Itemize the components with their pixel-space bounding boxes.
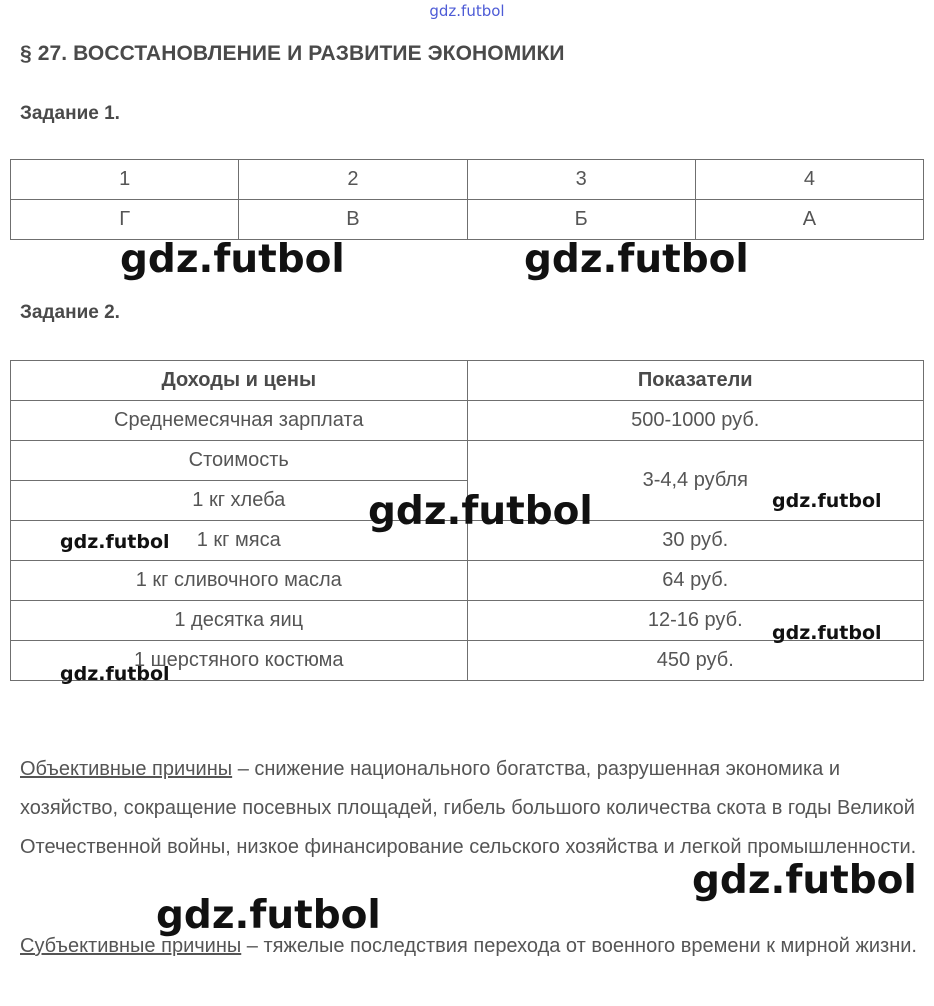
row-label: Стоимость: [11, 441, 468, 481]
row-label: 1 десятка яиц: [11, 601, 468, 641]
watermark-text: gdz.futbol: [772, 622, 882, 644]
table-row: [11, 401, 924, 441]
task1-letter-cell: А: [695, 200, 923, 240]
header-indicators: Показатели: [467, 361, 924, 401]
row-label: 1 кг хлеба: [11, 481, 468, 521]
task2-label: Задание 2.: [20, 302, 120, 323]
watermark-text: gdz.futbol: [772, 490, 882, 512]
task1-letter-cell: В: [239, 200, 467, 240]
subjective-text: – тяжелые последствия перехода от военного времени к мирной жизни.: [241, 935, 917, 957]
table-row: [11, 361, 924, 401]
row-label: Среднемесячная зарплата: [11, 401, 468, 441]
row-label: 1 шерстяного костюма: [11, 641, 468, 681]
top-watermark: gdz.futbol: [429, 2, 505, 20]
table-row: [11, 441, 924, 481]
task1-label: Задание 1.: [20, 103, 120, 124]
watermark-text: gdz.futbol: [120, 237, 345, 282]
subjective-paragraph: [20, 927, 920, 966]
row-value: 450 руб.: [467, 641, 924, 681]
objective-text: – снижение национального богатства, разрушенная экономика и хозяйство, сокращение посевных площадей, гибель большого количества скота в годы Великой Отечественной войны, низкое финансирование сельского хозяйства и легкой промышленности.: [20, 758, 917, 858]
task1-table: [10, 159, 924, 240]
table-row: [11, 561, 924, 601]
task1-number-cell: 3: [467, 160, 695, 200]
row-label: 1 кг мяса: [11, 521, 468, 561]
row-value: 64 руб.: [467, 561, 924, 601]
task1-number-cell: 2: [239, 160, 467, 200]
watermark-text: gdz.futbol: [156, 893, 381, 938]
row-value: 12-16 руб.: [467, 601, 924, 641]
watermark-text: gdz.futbol: [60, 663, 170, 685]
row-value: 500-1000 руб.: [467, 401, 924, 441]
table-row: [11, 200, 924, 240]
table-row: [11, 160, 924, 200]
row-value: 3-4,4 рубля: [467, 441, 924, 521]
watermark-text: gdz.futbol: [524, 237, 749, 282]
objective-term: Объективные причины: [20, 758, 233, 780]
row-value: 30 руб.: [467, 521, 924, 561]
row-label: 1 кг сливочного масла: [11, 561, 468, 601]
watermark-text: gdz.futbol: [60, 531, 170, 553]
watermark-text: gdz.futbol: [692, 858, 917, 903]
objective-paragraph: [20, 750, 920, 867]
task1-letter-cell: Б: [467, 200, 695, 240]
task1-number-cell: 4: [695, 160, 923, 200]
task1-letter-cell: Г: [11, 200, 239, 240]
task1-number-cell: 1: [11, 160, 239, 200]
watermark-text: gdz.futbol: [368, 489, 593, 534]
page-title: § 27. ВОССТАНОВЛЕНИЕ И РАЗВИТИЕ ЭКОНОМИКИ: [20, 42, 565, 65]
subjective-term: Субъективные причины: [20, 935, 242, 957]
header-income-prices: Доходы и цены: [11, 361, 468, 401]
